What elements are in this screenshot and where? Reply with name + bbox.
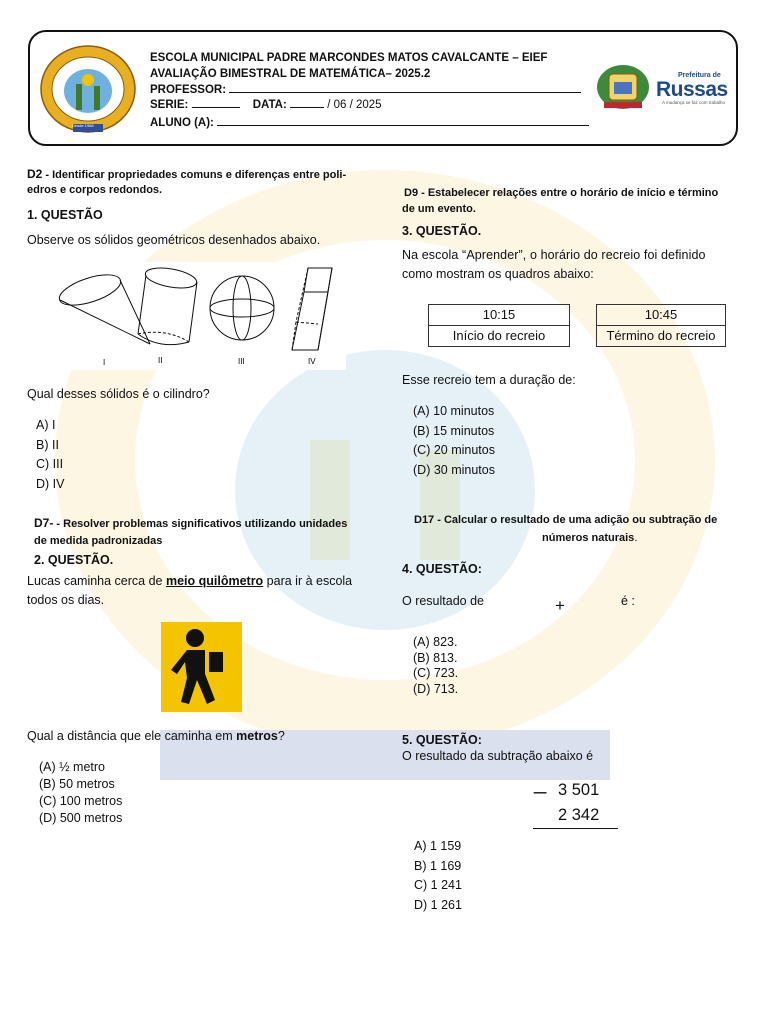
q5-option-d[interactable]: D) 1 261 [414, 897, 462, 912]
d9-code: D9 [404, 187, 419, 199]
q2-option-b[interactable]: (B) 50 metros [39, 777, 115, 791]
d7-text-2: de medida padronizadas [34, 535, 163, 547]
q3-text-2: como mostram os quadros abaixo: [402, 267, 594, 281]
q5-text: O resultado da subtração abaixo é [402, 749, 594, 763]
minuend: 3 501 [558, 781, 600, 799]
d2-text-1: - Identificar propriedades comuns e diferenças entre poli- [42, 169, 347, 181]
end-time-box [596, 304, 726, 347]
q3-option-c[interactable]: (C) 20 minutos [413, 443, 495, 457]
q1-option-d[interactable]: D) IV [36, 476, 65, 491]
result-line [533, 828, 618, 829]
q2-text-2: todos os dias. [27, 593, 105, 607]
solid-label-3: III [238, 357, 245, 366]
descriptor-d7 [34, 515, 347, 533]
q2-option-c[interactable]: (C) 100 metros [39, 794, 123, 808]
q3-text-1: Na escola “Aprender”, o horário do recreio foi definido [402, 248, 706, 262]
seal-caption: Desde 1968 [72, 123, 94, 128]
q4-option-c[interactable]: (C) 723. [413, 666, 459, 680]
professor-label: PROFESSOR: [150, 84, 227, 96]
day-field[interactable] [290, 96, 324, 108]
q5-options [414, 837, 462, 915]
q1-option-c[interactable]: C) III [36, 457, 64, 471]
q2-options [39, 759, 122, 827]
subtrahend: 2 342 [558, 806, 600, 824]
d17-text-2: números naturais [542, 532, 635, 544]
city-logo-tagline: A mudança se faz com trabalho [662, 100, 726, 105]
q5-option-c[interactable]: C) 1 241 [414, 878, 462, 892]
date-rest: / 06 / 2025 [327, 99, 382, 111]
city-logo-name: Russas [656, 78, 728, 101]
q4-text-b: é : [621, 594, 635, 608]
professor-field[interactable] [229, 81, 581, 93]
q4-options [413, 635, 458, 697]
end-time: 10:45 [644, 307, 678, 322]
q4-option-d[interactable]: (D) 713. [413, 681, 459, 696]
solids-figure [50, 262, 346, 370]
q3-question: Esse recreio tem a duração de: [402, 373, 576, 387]
q1-option-a[interactable]: A) I [36, 418, 56, 432]
school-seal-logo [38, 44, 138, 134]
q3-title: 3. QUESTÃO. [402, 224, 482, 238]
q3-option-b[interactable]: (B) 15 minutos [413, 423, 495, 438]
start-time-label: Início do recreio [429, 325, 569, 346]
q2-question-a: Qual a distância que ele caminha em [27, 729, 237, 743]
q2-question [27, 728, 285, 745]
d7-text-1: - Resolver problemas significativos utilizando unidades [53, 518, 348, 530]
serie-field[interactable] [192, 96, 240, 108]
d2-text-2: edros e corpos redondos. [27, 184, 163, 196]
city-logo-small: Prefeitura de [678, 72, 721, 79]
exam-title: AVALIAÇÃO BIMESTRAL DE MATEMÁTICA– 2025.2 [150, 68, 431, 80]
q5-option-b[interactable]: B) 1 169 [414, 858, 462, 873]
q1-intro: Observe os sólidos geométricos desenhados abaixo. [27, 233, 321, 247]
start-time: 10:15 [482, 307, 516, 322]
q2-title: 2. QUESTÃO. [34, 553, 114, 567]
q1-options [36, 416, 64, 494]
city-crest-logo [594, 62, 652, 112]
d17-text-2-end: . [634, 532, 638, 544]
pedestrian-icon [161, 622, 242, 712]
q2-option-d[interactable]: (D) 500 metros [39, 811, 123, 825]
school-name: ESCOLA MUNICIPAL PADRE MARCONDES MATOS CAVALCANTE – EIEF [150, 52, 548, 64]
date-label: DATA: [252, 99, 287, 111]
plus-sign: + [555, 596, 565, 615]
q3-option-a[interactable]: (A) 10 minutos [413, 404, 495, 418]
student-label: ALUNO (A): [150, 117, 214, 129]
solid-label-1: I [103, 358, 106, 367]
q2-option-a[interactable]: (A) ½ metro [39, 760, 105, 774]
q1-option-b[interactable]: B) II [36, 437, 59, 452]
q1-question: Qual desses sólidos é o cilindro? [27, 387, 210, 401]
start-time-box [428, 304, 570, 347]
minus-sign: _ [534, 769, 547, 794]
descriptor-d9 [404, 185, 718, 202]
end-time-label: Término do recreio [597, 325, 725, 346]
q3-option-d[interactable]: (D) 30 minutos [413, 462, 495, 477]
d17-text-2-line [542, 530, 637, 547]
q5-option-a[interactable]: A) 1 159 [414, 839, 462, 853]
d9-text-2: de um evento. [402, 203, 476, 215]
q4-title: 4. QUESTÃO: [402, 562, 482, 576]
q4-text-a: O resultado de [402, 594, 484, 608]
student-field[interactable] [217, 114, 589, 126]
q2-text-a: Lucas caminha cerca de [27, 574, 166, 588]
serie-date-line [150, 96, 382, 113]
solid-label-2: II [158, 356, 163, 365]
student-line [150, 114, 589, 131]
q2-text-b: para ir à escola [263, 574, 353, 588]
serie-label: SERIE: [150, 99, 189, 111]
q2-question-emphasis: metros [236, 729, 278, 743]
d9-text-1: - Estabelecer relações entre o horário de início e término [418, 187, 719, 199]
solid-label-4: IV [308, 357, 316, 366]
q4-option-b[interactable]: (B) 813. [413, 650, 458, 665]
d7-code: D7- [34, 516, 54, 530]
q2-text-emphasis: meio quilômetro [165, 574, 264, 588]
q2-question-b: ? [277, 729, 285, 743]
d17-text-1: D17 - Calcular o resultado de uma adição ou subtração de [414, 514, 718, 526]
q3-options [413, 402, 495, 480]
d2-code: D2 [27, 167, 43, 181]
q1-title: 1. QUESTÃO [27, 208, 103, 222]
q2-text [27, 573, 375, 590]
q5-title: 5. QUESTÃO: [402, 733, 482, 747]
q4-option-a[interactable]: (A) 823. [413, 635, 458, 649]
